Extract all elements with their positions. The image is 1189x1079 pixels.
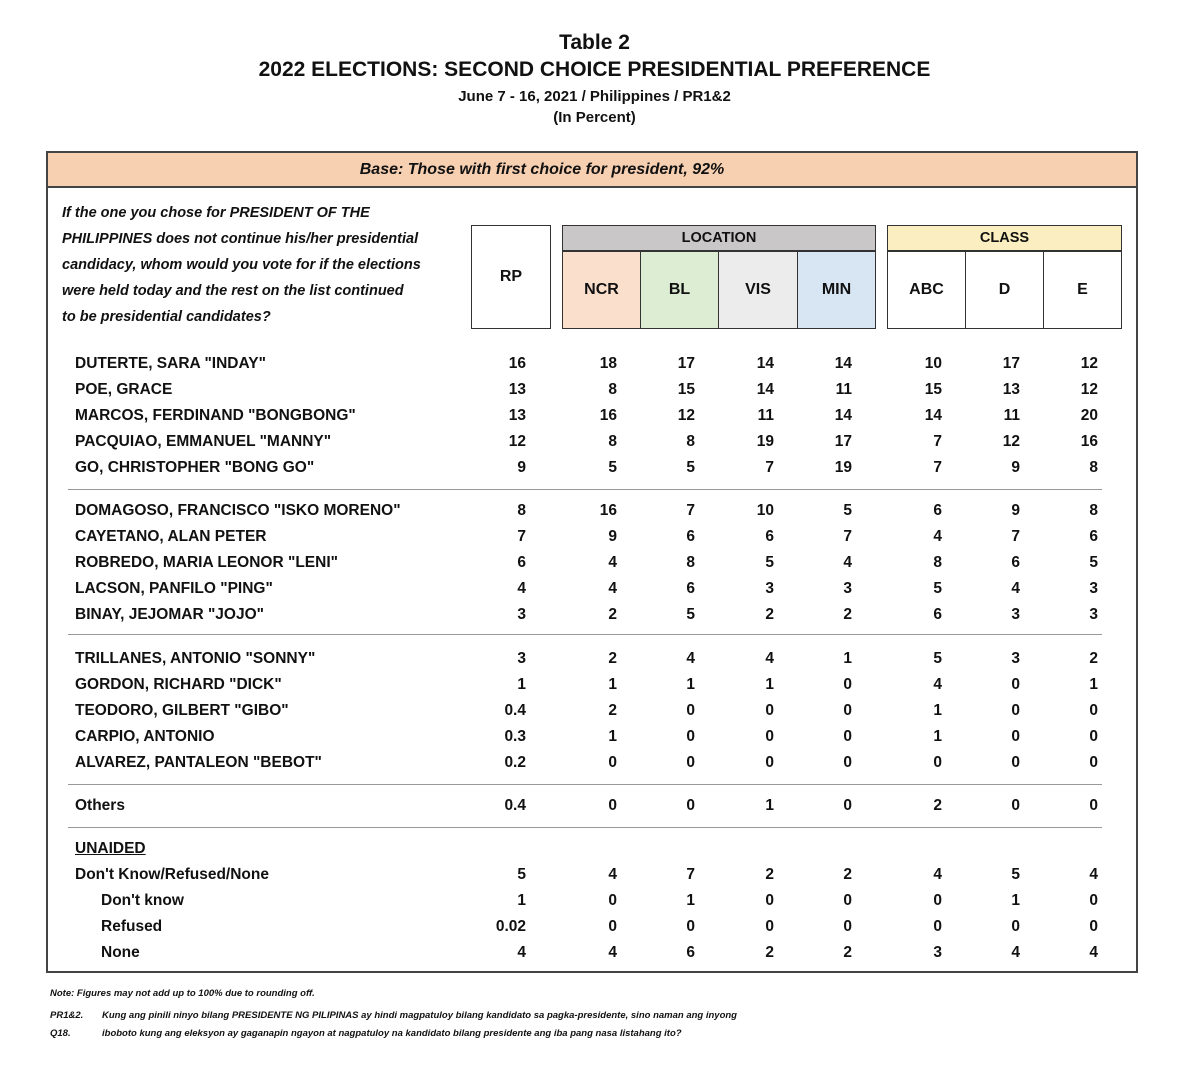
cell-bl: 0 [686,918,695,935]
cell-abc: 14 [924,407,942,424]
cell-rp: 5 [517,866,526,883]
cell-vis: 14 [756,355,774,372]
cell-d: 0 [1011,702,1020,719]
section-divider [68,634,1102,635]
cell-rp: 7 [517,528,526,545]
column-header-bl: BL [640,251,719,329]
tagalog-question-line: Kung ang pinili ninyo bilang PRESIDENTE NG PILIPINAS ay hindi magpatuloy bilang kandidato sa pagka-presidente, sino naman ang inyong [102,1010,737,1021]
cell-abc: 1 [933,728,942,745]
cell-e: 0 [1089,754,1098,771]
cell-abc: 0 [933,892,942,909]
table-number: Table 2 [559,31,630,54]
row-label: Don't know [101,892,184,909]
question-line: were held today and the rest on the list continued [62,283,404,299]
cell-vis: 1 [765,797,774,814]
cell-e: 5 [1089,554,1098,571]
table-row [0,725,1189,751]
cell-rp: 9 [517,459,526,476]
row-label: Refused [101,918,163,935]
cell-bl: 7 [686,866,695,883]
cell-ncr: 9 [608,528,617,545]
cell-rp: 0.4 [504,702,526,719]
cell-min: 0 [843,892,852,909]
cell-min: 2 [843,866,852,883]
cell-d: 0 [1011,676,1020,693]
cell-min: 19 [834,459,852,476]
cell-min: 7 [843,528,852,545]
cell-ncr: 8 [608,381,617,398]
cell-e: 0 [1089,892,1098,909]
cell-bl: 5 [686,459,695,476]
cell-d: 3 [1011,650,1020,667]
cell-ncr: 18 [599,355,617,372]
cell-abc: 6 [933,502,942,519]
column-header-d: D [965,251,1044,329]
cell-bl: 8 [686,554,695,571]
column-header-vis: VIS [718,251,798,329]
cell-min: 0 [843,676,852,693]
cell-vis: 14 [756,381,774,398]
cell-ncr: 8 [608,433,617,450]
cell-bl: 17 [677,355,695,372]
cell-rp: 3 [517,650,526,667]
cell-vis: 0 [765,728,774,745]
question-ref-pr: PR1&2. [50,1010,84,1021]
cell-bl: 6 [686,580,695,597]
cell-min: 0 [843,754,852,771]
cell-abc: 0 [933,918,942,935]
table-row [0,647,1189,673]
question-line: candidacy, whom would you vote for if the elections [62,257,421,273]
cell-min: 0 [843,702,852,719]
cell-abc: 8 [933,554,942,571]
cell-d: 0 [1011,797,1020,814]
cell-abc: 3 [933,944,942,961]
cell-rp: 4 [517,580,526,597]
tagalog-question-line: iboboto kung ang eleksyon ay gaganapin ngayon at nagpatuloy na kandidato bilang presidente ang iba pang nasa listahang ito? [102,1028,682,1039]
cell-rp: 4 [517,944,526,961]
cell-abc: 1 [933,702,942,719]
cell-abc: 2 [933,797,942,814]
cell-ncr: 4 [608,866,617,883]
table-subtitle: June 7 - 16, 2021 / Philippines / PR1&2 [458,88,731,105]
row-label: None [101,944,140,961]
survey-question [62,200,462,330]
column-header-min: MIN [797,251,876,329]
cell-min: 14 [834,407,852,424]
cell-ncr: 1 [608,676,617,693]
row-label: CAYETANO, ALAN PETER [75,528,267,545]
cell-e: 2 [1089,650,1098,667]
cell-rp: 0.2 [504,754,526,771]
table-row [0,499,1189,525]
cell-rp: 13 [508,407,526,424]
cell-e: 16 [1080,433,1098,450]
rounding-note: Note: Figures may not add up to 100% due to rounding off. [50,988,315,999]
cell-min: 11 [835,381,852,398]
table-unit: (In Percent) [553,109,636,126]
cell-e: 0 [1089,918,1098,935]
table-row [0,456,1189,482]
cell-d: 4 [1011,580,1020,597]
cell-d: 11 [1003,407,1020,424]
cell-e: 12 [1080,355,1098,372]
row-label: GO, CHRISTOPHER "BONG GO" [75,459,315,476]
cell-e: 8 [1089,459,1098,476]
table-row [0,941,1189,967]
table-row [0,430,1189,456]
cell-vis: 4 [765,650,774,667]
row-label: BINAY, JEJOMAR "JOJO" [75,606,264,623]
cell-abc: 15 [924,381,942,398]
cell-rp: 0.3 [504,728,526,745]
cell-rp: 0.4 [504,797,526,814]
cell-e: 8 [1089,502,1098,519]
cell-bl: 0 [686,754,695,771]
question-line: If the one you chose for PRESIDENT OF THE [62,205,370,221]
section-divider [68,784,1102,785]
table-title: 2022 ELECTIONS: SECOND CHOICE PRESIDENTIAL PREFERENCE [258,58,931,81]
cell-e: 0 [1089,728,1098,745]
cell-rp: 13 [508,381,526,398]
cell-bl: 7 [686,502,695,519]
row-label: Others [75,797,125,814]
cell-d: 7 [1011,528,1020,545]
cell-e: 3 [1089,606,1098,623]
question-line: to be presidential candidates? [62,309,271,325]
table-row [0,525,1189,551]
cell-rp: 6 [517,554,526,571]
cell-d: 13 [1002,381,1020,398]
cell-vis: 0 [765,892,774,909]
cell-abc: 4 [933,676,942,693]
cell-ncr: 2 [608,650,617,667]
cell-min: 14 [834,355,852,372]
cell-d: 1 [1011,892,1020,909]
cell-vis: 2 [765,606,774,623]
cell-vis: 5 [765,554,774,571]
cell-d: 5 [1011,866,1020,883]
cell-rp: 1 [517,676,526,693]
cell-ncr: 16 [599,502,617,519]
cell-abc: 5 [933,650,942,667]
cell-abc: 7 [933,433,942,450]
column-header-abc: ABC [887,251,966,329]
cell-vis: 7 [765,459,774,476]
cell-abc: 5 [933,580,942,597]
cell-bl: 12 [677,407,695,424]
cell-vis: 19 [756,433,774,450]
cell-bl: 15 [677,381,695,398]
table-row [0,603,1189,629]
cell-min: 0 [843,918,852,935]
table-row [0,352,1189,378]
cell-ncr: 5 [608,459,617,476]
row-label: LACSON, PANFILO "PING" [75,580,273,597]
cell-bl: 6 [686,528,695,545]
cell-vis: 10 [756,502,774,519]
row-label: TEODORO, GILBERT "GIBO" [75,702,289,719]
cell-bl: 0 [686,797,695,814]
row-label: PACQUIAO, EMMANUEL "MANNY" [75,433,332,450]
cell-ncr: 4 [608,944,617,961]
row-label: MARCOS, FERDINAND "BONGBONG" [75,407,356,424]
cell-e: 3 [1089,580,1098,597]
cell-vis: 3 [765,580,774,597]
section-divider [68,827,1102,828]
table-row [0,863,1189,889]
column-header-ncr: NCR [562,251,641,329]
cell-vis: 6 [765,528,774,545]
cell-ncr: 0 [608,797,617,814]
cell-d: 0 [1011,918,1020,935]
row-label: POE, GRACE [75,381,173,398]
cell-e: 6 [1089,528,1098,545]
cell-d: 17 [1002,355,1020,372]
question-ref-q: Q18. [50,1028,71,1039]
row-label: DUTERTE, SARA "INDAY" [75,355,266,372]
cell-d: 0 [1011,728,1020,745]
cell-ncr: 0 [608,892,617,909]
section-divider [68,489,1102,490]
table-row [0,378,1189,404]
cell-bl: 0 [686,702,695,719]
cell-min: 0 [843,728,852,745]
cell-vis: 2 [765,866,774,883]
cell-abc: 0 [933,754,942,771]
cell-min: 3 [843,580,852,597]
cell-abc: 6 [933,606,942,623]
base-banner: Base: Those with first choice for president, 92% [46,151,1138,188]
cell-e: 4 [1089,944,1098,961]
cell-abc: 10 [924,355,942,372]
cell-min: 17 [834,433,852,450]
cell-vis: 11 [757,407,774,424]
row-label: UNAIDED [75,840,146,857]
cell-min: 2 [843,944,852,961]
cell-e: 0 [1089,702,1098,719]
table-row [0,794,1189,820]
table-row [0,673,1189,699]
class-group-header: CLASS [887,225,1122,251]
cell-ncr: 0 [608,918,617,935]
cell-d: 6 [1011,554,1020,571]
cell-ncr: 2 [608,606,617,623]
cell-vis: 0 [765,702,774,719]
column-header-rp: RP [471,225,551,329]
cell-rp: 8 [517,502,526,519]
cell-bl: 0 [686,728,695,745]
table-row [0,404,1189,430]
cell-rp: 1 [517,892,526,909]
row-label: Don't Know/Refused/None [75,866,269,883]
row-label: ROBREDO, MARIA LEONOR "LENI" [75,554,338,571]
row-label: CARPIO, ANTONIO [75,728,215,745]
row-label: TRILLANES, ANTONIO "SONNY" [75,650,316,667]
cell-ncr: 4 [608,554,617,571]
cell-min: 1 [843,650,852,667]
cell-min: 2 [843,606,852,623]
column-header-e: E [1043,251,1122,329]
cell-ncr: 2 [608,702,617,719]
table-row [0,915,1189,941]
cell-e: 12 [1080,381,1098,398]
cell-ncr: 0 [608,754,617,771]
table-row [0,889,1189,915]
cell-bl: 1 [686,676,695,693]
cell-bl: 1 [686,892,695,909]
cell-ncr: 4 [608,580,617,597]
cell-min: 0 [843,797,852,814]
cell-ncr: 1 [608,728,617,745]
cell-e: 20 [1080,407,1098,424]
cell-bl: 4 [686,650,695,667]
cell-e: 1 [1089,676,1098,693]
table-row [0,837,1189,863]
cell-d: 0 [1011,754,1020,771]
cell-bl: 6 [686,944,695,961]
cell-vis: 0 [765,754,774,771]
cell-abc: 7 [933,459,942,476]
table-row [0,551,1189,577]
row-label: DOMAGOSO, FRANCISCO "ISKO MORENO" [75,502,401,519]
cell-e: 4 [1089,866,1098,883]
cell-vis: 2 [765,944,774,961]
row-label: ALVAREZ, PANTALEON "BEBOT" [75,754,322,771]
table-row [0,699,1189,725]
cell-vis: 0 [765,918,774,935]
cell-rp: 0.02 [495,918,526,935]
cell-vis: 1 [765,676,774,693]
cell-d: 3 [1011,606,1020,623]
cell-d: 9 [1011,459,1020,476]
question-line: PHILIPPINES does not continue his/her presidential [62,231,419,247]
cell-bl: 8 [686,433,695,450]
cell-rp: 12 [508,433,526,450]
cell-min: 4 [843,554,852,571]
cell-abc: 4 [933,866,942,883]
cell-rp: 16 [508,355,526,372]
row-label: GORDON, RICHARD "DICK" [75,676,282,693]
cell-e: 0 [1089,797,1098,814]
table-row [0,577,1189,603]
cell-abc: 4 [933,528,942,545]
cell-d: 12 [1002,433,1020,450]
cell-ncr: 16 [599,407,617,424]
cell-bl: 5 [686,606,695,623]
cell-min: 5 [843,502,852,519]
table-row [0,751,1189,777]
cell-rp: 3 [517,606,526,623]
location-group-header: LOCATION [562,225,876,251]
cell-d: 4 [1011,944,1020,961]
cell-d: 9 [1011,502,1020,519]
